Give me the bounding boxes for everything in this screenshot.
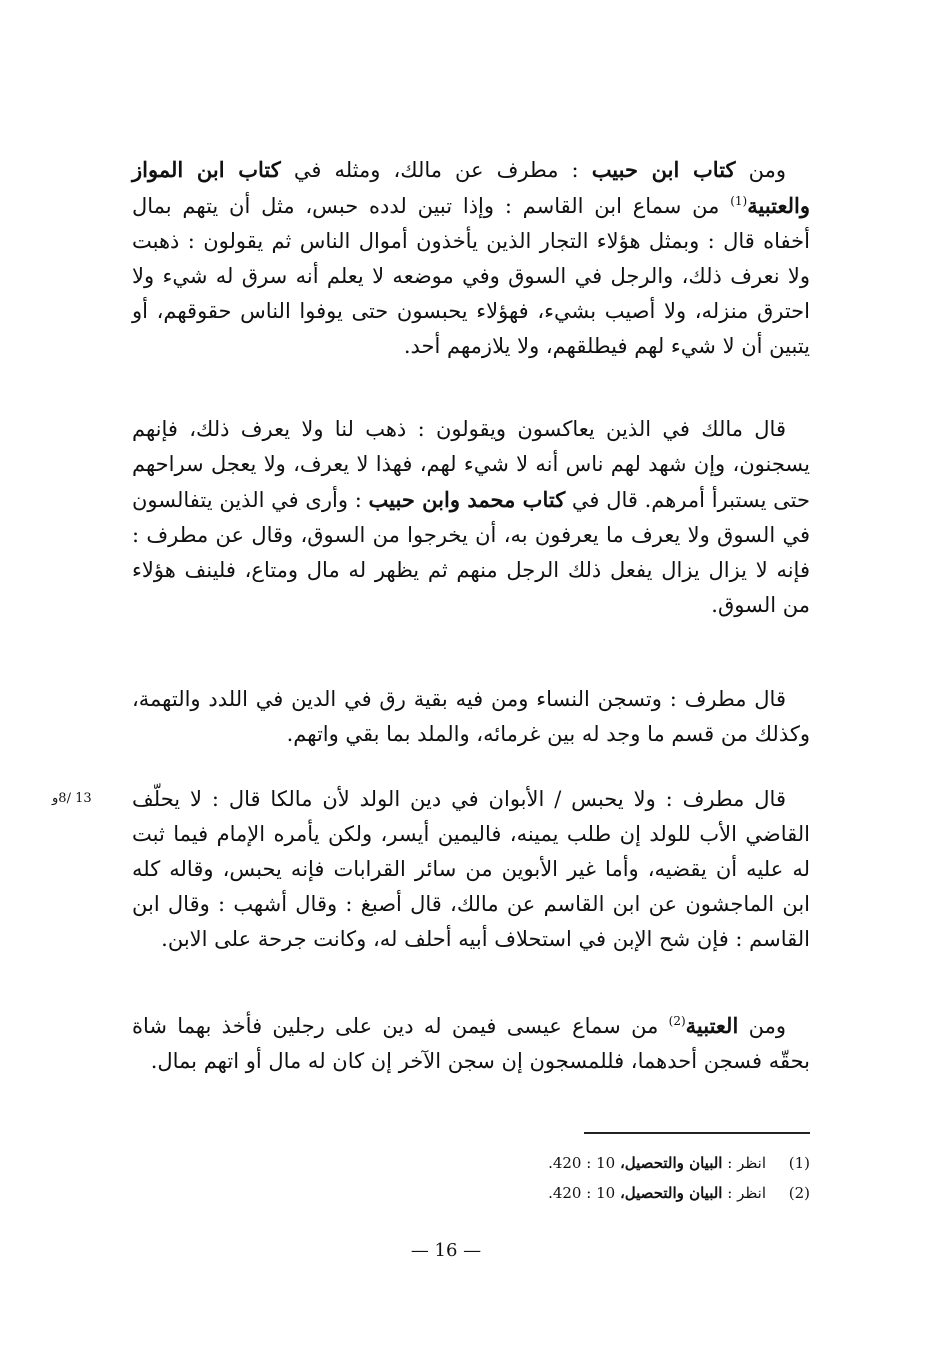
footnote-number: (2) [788, 1184, 810, 1202]
footnote-1 [400, 1148, 810, 1178]
paragraph-1 [132, 152, 810, 364]
body-text: : مطرف عن مالك، ومثله في [280, 158, 592, 182]
body-text: ومن [735, 158, 786, 182]
paragraph-5 [132, 1008, 810, 1079]
footnote-number: (1) [788, 1154, 810, 1172]
paragraph-3 [132, 682, 810, 752]
book-title-text: كتاب ابن حبيب [591, 157, 736, 182]
body-text: قال مالك في الذين يعاكسون ويقولون : ذهب لنا ولا يعرف ذلك، فإنهم يسجنون، وإن شهد لهم ناس أنه لا شيء لهم، فهذا لا يعرف، ولا يعجل سراحهم حتى يستبرأ أمرهم. قال في [132, 417, 810, 512]
paragraph-text [132, 412, 810, 623]
footnote-reference: 10 : 420. [548, 1184, 620, 1202]
page-number: — 16 — [410, 1240, 482, 1261]
paragraph-text [132, 782, 810, 957]
body-text: من سماع ابن القاسم : وإذا تبين لدده حبس، مثل أن يتهم بمال أخفاه قال : وبمثل هؤلاء التجار الذين يأخذون أموال الناس ثم يقولون : ذهبت ولا نعرف ذلك، والرجل في السوق وفي موضعه لا يعلم أنه سرق له شيء ولا احترق منزله، ولا أصيب بشيء، فهؤلاء يحبسون حتى يوفوا الناس حقوقهم، أو يتبين أن لا شيء لهم فيطلقهم، ولا يلازمهم أحد. [132, 194, 810, 358]
footnote-2 [400, 1178, 810, 1208]
footnote-title: البيان والتحصيل، [619, 1184, 723, 1202]
body-text: ومن [738, 1014, 786, 1038]
paragraph-4 [132, 782, 810, 957]
book-title-text: كتاب ابن المواز والعتبية [132, 157, 810, 218]
paragraph-text [132, 152, 810, 364]
manuscript-folio-note: 13 /8و [52, 791, 92, 806]
body-text: : وأرى في الذين يتفالسون في السوق ولا يعرف ما يعرفون به، أن يخرجوا من السوق، وقال عن مطرف : فإنه لا يزال يزال يفعل ذلك الرجل منهم ثم يظهر له مال ومتاع، فلينف هؤلاء من السوق. [132, 488, 810, 617]
footnote-title: البيان والتحصيل، [619, 1154, 723, 1172]
footnote-reference-mark: (2) [668, 1014, 686, 1028]
body-text: قال مطرف : ولا يحبس / الأبوان في دين الولد لأن مالكا قال : لا يحلّف القاضي الأب للولد إن طلب يمينه، فاليمين أيسر، ولكن يأمره الإمام فيما ثبت له عليه أن يقضيه، وأما غير الأبوين من سائر القرابات فإنه يحبس، وقاله كله ابن الماجشون عن ابن القاسم عن مالك، قال أصبغ : وقال أشهب : وقال ابن القاسم : فإن شح الإبن في استحلاف أبيه أحلف له، وكانت جرحة على الابن. [132, 787, 810, 951]
paragraph-2 [132, 412, 810, 623]
footnote-prefix: انظر : [722, 1154, 766, 1172]
body-text: من سماع عيسى فيمن له دين على رجلين فأخذ بهما شاة بحقّه فسجن أحدهما، فللمسجون إن سجن الآخر إن كان له مال أو اتهم بمال. [132, 1014, 810, 1073]
book-title-text: كتاب محمد وابن حبيب [368, 487, 566, 512]
book-title-text: العتبية [685, 1013, 739, 1038]
paragraph-text [132, 682, 810, 752]
footnotes [400, 1148, 810, 1208]
footnote-reference-mark: (1) [730, 194, 748, 208]
body-text: قال مطرف : وتسجن النساء ومن فيه بقية رق في الدين في اللدد والتهمة، وكذلك من قسم ما وجد له بين غرمائه، والملد بما بقي واتهم. [132, 687, 810, 746]
footnote-divider [584, 1132, 810, 1134]
footnote-reference: 10 : 420. [548, 1154, 620, 1172]
footnote-prefix: انظر : [722, 1184, 766, 1202]
paragraph-text [132, 1008, 810, 1079]
